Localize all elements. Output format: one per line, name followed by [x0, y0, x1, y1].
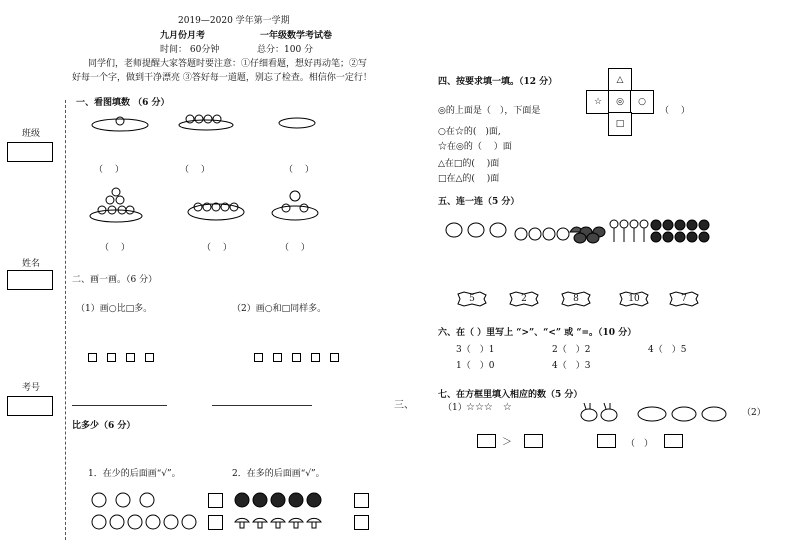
- number-card-4[interactable]: 10: [620, 292, 648, 306]
- s3-q1: 1．在少的后面画“√”。: [88, 469, 181, 479]
- number-card-1[interactable]: 5: [458, 292, 486, 306]
- s6-r1-c1[interactable]: 3（ ）1: [456, 345, 495, 355]
- squares-q2: [254, 347, 349, 366]
- s6-r2-c2[interactable]: 4（ ）3: [552, 361, 591, 371]
- s2-q2: （2）画○和□同样多。: [232, 304, 327, 314]
- plate-apples-pile: [88, 186, 144, 224]
- s4-q4: △在□的( )面: [438, 159, 500, 169]
- section5-title: 五、连一连（5 分）: [438, 197, 520, 207]
- s7-part2: （2）: [742, 408, 766, 418]
- s3-q2: 2．在多的后面画“√”。: [232, 469, 325, 479]
- blank-2[interactable]: （ ）: [180, 165, 210, 175]
- plate-apples-small: [270, 188, 320, 222]
- answer-box-2[interactable]: [524, 434, 543, 448]
- plate-empty: [277, 116, 317, 130]
- section4-title: 四、按要求填一填。（12 分）: [438, 77, 558, 87]
- header-paper: 一年级数学考试卷: [260, 31, 333, 41]
- check-box-2[interactable]: [208, 515, 223, 530]
- header-year: 2019—2020 学年第一学期: [178, 16, 290, 26]
- s4-q2: ○在☆的( )面,: [438, 127, 501, 137]
- name-label: 姓名: [22, 259, 41, 269]
- draw-line-2[interactable]: [212, 405, 312, 406]
- rabbits-pigs: [580, 402, 730, 424]
- binding-line: [65, 100, 66, 540]
- number-card-2[interactable]: 2: [510, 292, 538, 306]
- s6-r1-c3[interactable]: 4（ ）5: [648, 345, 687, 355]
- class-field[interactable]: [7, 142, 53, 162]
- blank-4[interactable]: （ ）: [100, 243, 130, 253]
- gt-sign: ＞: [502, 437, 512, 448]
- squares-q1: [88, 347, 164, 366]
- blank-3[interactable]: （ ）: [284, 165, 314, 175]
- s7-stars: ☆☆☆ ☆: [466, 402, 512, 413]
- grid-left: ☆: [586, 90, 610, 114]
- intro-line-1: 同学们，老师提醒大家答题时要注意：①仔细看题，想好再动笔；②写: [88, 59, 368, 69]
- answer-box-3[interactable]: [597, 434, 616, 448]
- check-box-3[interactable]: [354, 493, 369, 508]
- id-field[interactable]: [7, 396, 53, 416]
- header-score: 总分：100 分: [257, 45, 314, 55]
- answer-box-4[interactable]: [664, 434, 683, 448]
- grid-center: ◎: [608, 90, 632, 114]
- s6-r1-c2[interactable]: 2（ ）2: [552, 345, 591, 355]
- grid-top: △: [608, 68, 632, 92]
- s4-q3: ☆在◎的（ ）面: [438, 142, 512, 152]
- grid-right: ○: [630, 90, 654, 114]
- draw-line-1[interactable]: [72, 405, 167, 406]
- number-card-3[interactable]: 8: [562, 292, 590, 306]
- s7-part1: （1）: [443, 403, 467, 413]
- plate-apples-row: [186, 194, 246, 222]
- section2-title: 二、画一画。（6 分）: [72, 275, 158, 285]
- blank-6[interactable]: （ ）: [280, 243, 310, 253]
- intro-line-2: 好每一个字，做到干净漂亮 ③答好每一道题，别忘了检查。相信你一定行！: [72, 73, 372, 83]
- s4-q1: ◎的上面是（ ），下面是: [438, 106, 541, 116]
- animal-faces: [90, 492, 205, 532]
- blank-5[interactable]: （ ）: [202, 243, 232, 253]
- apples-mushrooms: [234, 492, 334, 532]
- s2-q1: （1）画○比□多。: [76, 304, 153, 314]
- section7-title: 七、在方框里填入相应的数（5 分）: [438, 390, 583, 400]
- plate-apples-2: [176, 108, 236, 132]
- section6-title: 六、在（ ）里写上 “>”、“<” 或 “=。（10 分）: [438, 328, 637, 338]
- connect-pictures: [446, 218, 716, 246]
- section1-title: 一、看图填数 （6 分）: [76, 98, 170, 108]
- blank-1[interactable]: （ ）: [94, 165, 124, 175]
- header-exam: 九月份月考: [160, 31, 206, 41]
- s4-q5: □在△的( )面: [438, 174, 500, 184]
- header-time: 时间： 60分钟: [160, 45, 220, 55]
- s6-r2-c1[interactable]: 1（ ）0: [456, 361, 495, 371]
- class-label: 班级: [22, 129, 41, 139]
- section3-prefix: 三、: [394, 400, 414, 411]
- grid-bottom: □: [608, 112, 632, 136]
- s4-q1-blank[interactable]: （ ）: [660, 106, 690, 116]
- number-card-5[interactable]: 7: [670, 292, 698, 306]
- check-box-4[interactable]: [354, 515, 369, 530]
- check-box-1[interactable]: [208, 493, 223, 508]
- id-label: 考号: [22, 383, 41, 393]
- compare-paren[interactable]: （ ）: [626, 439, 654, 449]
- plate-apple-1: [90, 110, 150, 132]
- answer-box-1[interactable]: [477, 434, 496, 448]
- name-field[interactable]: [7, 270, 53, 290]
- section3-title: 比多少（6 分）: [72, 421, 136, 431]
